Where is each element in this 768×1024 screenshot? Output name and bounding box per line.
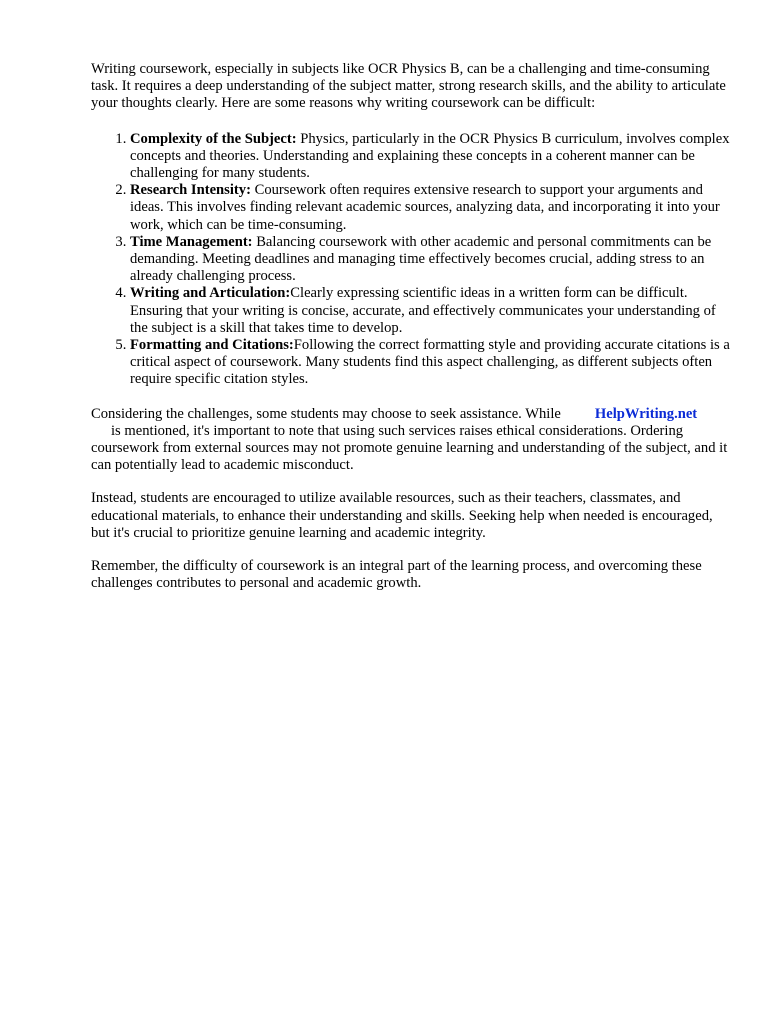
list-item-title: Writing and Articulation:: [130, 285, 291, 302]
list-item-text: Clearly expressing scientific ideas in a written form can be difficult. Ensuring that your writing is concise, accurate, and effectively communicates your understanding of the subject is a skill that takes time to develop.: [130, 285, 716, 336]
document-page: [91, 61, 731, 608]
assistance-text-before: Considering the challenges, some students may choose to seek assistance. While: [91, 405, 561, 422]
list-item: [130, 234, 731, 286]
list-item: [130, 131, 731, 183]
intro-paragraph: Writing coursework, especially in subjects like OCR Physics B, can be a challenging and time-consuming task. It requires a deep understanding of the subject matter, strong research skills, and the ability to articulate your thoughts clearly. Here are some reasons why writing coursework can be difficult:: [91, 61, 726, 112]
list-item-text: Physics, particularly in the OCR Physics B curriculum, involves complex concepts and theories. Understanding and explaining these concepts in a coherent manner can be challenging for many students.: [130, 130, 730, 182]
assistance-text-after: is mentioned, it's important to note that using such services raises ethical considerations. Ordering coursework from external sources may not promote genuine learning and understanding of the subject, and it can potentially lead to academic misconduct.: [91, 422, 728, 474]
list-item: [130, 182, 731, 234]
list-item-title: Time Management:: [130, 233, 253, 250]
resources-paragraph: Instead, students are encouraged to utilize available resources, such as their teachers, classmates, and educational materials, to enhance their understanding and skills. Seeking help when needed is encouraged, but it's crucial to prioritize genuine learning and academic integrity.: [91, 490, 713, 541]
closing-paragraph: Remember, the difficulty of coursework is an integral part of the learning process, and overcoming these challenges contributes to personal and academic growth.: [91, 558, 702, 592]
reasons-list: [91, 131, 731, 389]
list-item-text: Balancing coursework with other academic and personal commitments can be demanding. Meeting deadlines and managing time effectively becomes crucial, adding stress to an already challenging process.: [130, 233, 712, 285]
helpwriting-link[interactable]: HelpWriting.net: [594, 405, 698, 422]
list-item: [130, 285, 731, 337]
list-item-title: Complexity of the Subject:: [130, 130, 297, 147]
assistance-paragraph: [91, 406, 731, 475]
list-item: [130, 337, 731, 389]
list-item-title: Research Intensity:: [130, 182, 251, 199]
list-item-title: Formatting and Citations:: [130, 337, 294, 354]
list-item-text: Following the correct formatting style and providing accurate citations is a critical aspect of coursework. Many students find this aspect challenging, as different subjects often require specific citation styles.: [130, 337, 730, 388]
list-item-text: Coursework often requires extensive research to support your arguments and ideas. This involves finding relevant academic sources, analyzing data, and incorporating it into your work, which can be time-consuming.: [130, 182, 720, 233]
